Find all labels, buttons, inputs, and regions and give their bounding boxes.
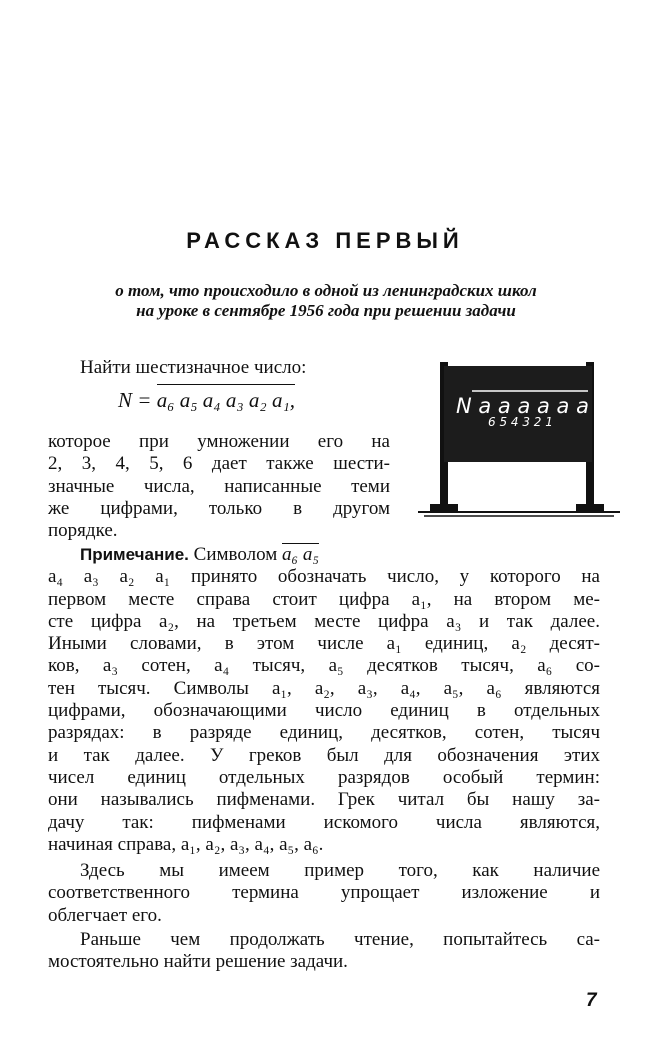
board-right-foot — [576, 504, 604, 511]
formula-rhs: a₆ a₅ a₄ a₃ a₂ a₁, — [156, 388, 295, 412]
subtitle-line-2: на уроке в сентябре 1956 года при решении задачи — [136, 301, 516, 320]
subtitle-line-1: о том, что происходило в одной из ленинградских школ — [115, 281, 537, 300]
paragraph-2 — [48, 860, 600, 927]
note-line: они назывались пифменами. Грек читал бы нашу за- — [48, 789, 600, 811]
formula-lhs: N = — [118, 388, 157, 412]
note-line: начиная справа, a₁, a₂, a₃, a₄, a₅, a₆. — [48, 833, 324, 855]
note-line: первом месте справа стоит цифра a₁, на втором ме- — [48, 588, 600, 610]
note-line: ков, a₃ сотен, a₄ тысяч, a₅ десятков тысяч, a₆ со- — [48, 655, 600, 677]
note-line: Иными словами, в этом числе a₁ единиц, a₂ десят- — [48, 633, 600, 655]
task-lead: Найти шестизначное число: — [80, 357, 307, 378]
blackboard-illustration — [416, 360, 622, 524]
task-line: же цифрами, только в другом — [48, 497, 390, 519]
chapter-subtitle — [48, 281, 604, 321]
paragraph-2-line: Здесь мы имеем пример того, как наличие — [80, 860, 600, 881]
page-number: 7 — [586, 990, 597, 1011]
blackboard-drawing — [416, 360, 622, 524]
board-chalk-subscripts: 6 5 4 3 2 1 — [488, 415, 553, 429]
note-line: тен тысяч. Символы a₁, a₂, a₃, a₄, a₅, a₆ являются — [48, 677, 600, 699]
note-first-line-rest: Символом — [188, 544, 282, 565]
note-first-line — [48, 544, 600, 566]
note-line: дачу так: пифменами искомого числа являются, — [48, 811, 600, 833]
note-line: сте цифра a₂, на третьем месте цифра a₃ и так далее. — [48, 610, 600, 632]
note-label: Примечание. — [80, 545, 189, 564]
note-line: и так далее. У греков был для обозначения этих — [48, 744, 600, 766]
chapter-title: РАССКАЗ ПЕРВЫЙ — [186, 228, 464, 253]
task-formula — [118, 388, 295, 413]
task-line: 2, 3, 4, 5, 6 дает также шести- — [48, 453, 390, 475]
note-line: разрядах: в разряде единиц, десятков, сотен, тысяч — [48, 722, 600, 744]
board-left-foot — [430, 504, 458, 511]
paragraph-3-line: мостоятельно найти решение задачи. — [48, 951, 348, 973]
paragraph-3-line: Раньше чем продолжать чтение, попытайтесь са- — [80, 929, 600, 950]
board-chalk-text: N a a a a a a — [456, 394, 589, 418]
note-line: a₄ a₃ a₂ a₁ принято обозначать число, у которого на — [48, 566, 600, 588]
note-paragraph — [48, 544, 600, 856]
note-symbol: a₆ a₅ — [282, 544, 319, 565]
note-line: цифрами, обозначающими число единиц в отдельных — [48, 700, 600, 722]
paragraph-2-line: облегчает его. — [48, 904, 162, 926]
task-line: порядке. — [48, 520, 118, 542]
task-line: значные числа, написанные теми — [48, 475, 390, 497]
task-text — [48, 431, 390, 542]
paragraph-3 — [48, 929, 600, 974]
paragraph-2-line: соответственного термина упрощает изложение и — [48, 882, 600, 904]
note-line: чисел единиц отдельных разрядов особый термин: — [48, 766, 600, 788]
task-line: которое при умножении его на — [48, 431, 390, 452]
